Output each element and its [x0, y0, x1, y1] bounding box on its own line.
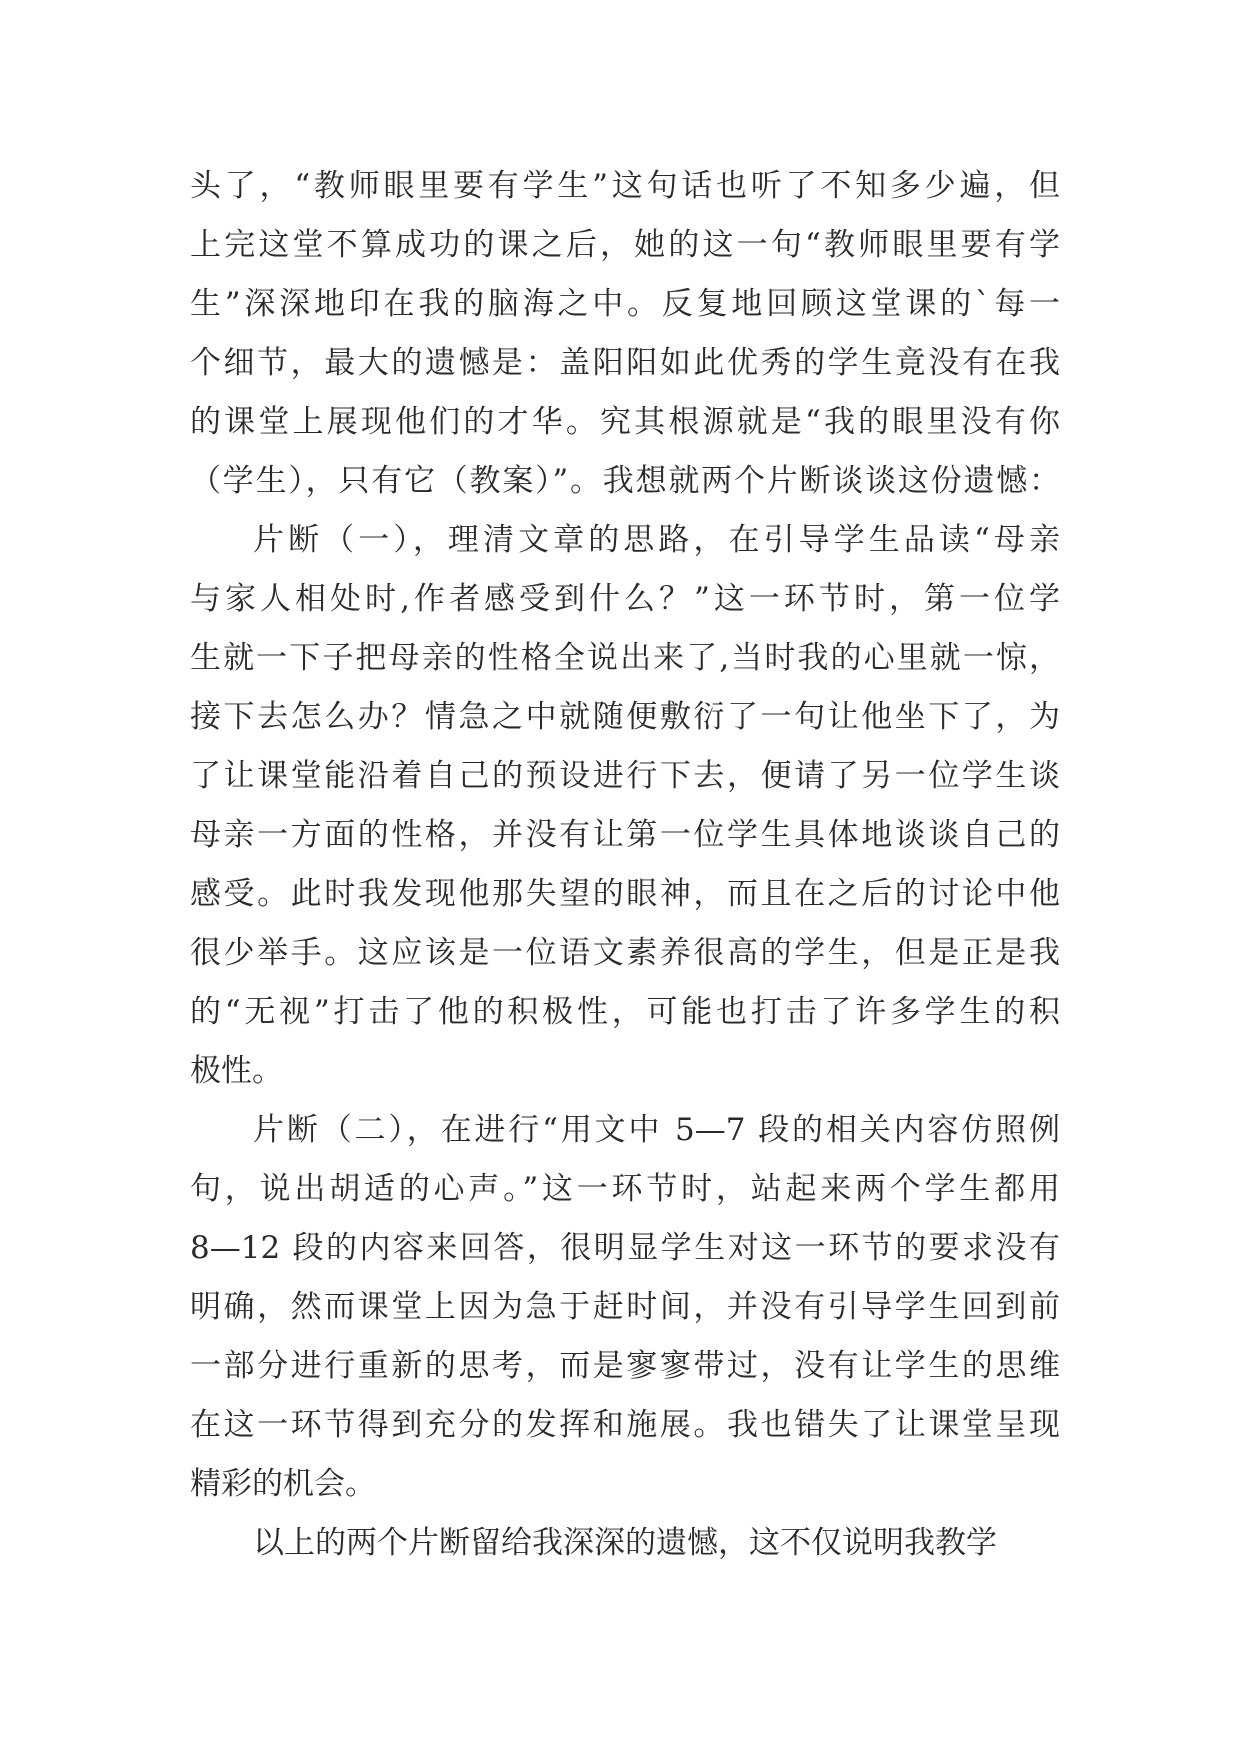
text-line: 生就一下子把母亲的性格全说出来了,当时我的心里就一惊， [190, 640, 1060, 676]
text-line: 8—12 段的内容来回答，很明显学生对这一环节的要求没有 [190, 1230, 1060, 1266]
text-line: 一部分进行重新的思考，而是寥寥带过，没有让学生的思维 [190, 1348, 1060, 1384]
text-line: （学生），只有它（教案）”。我想就两个片断谈谈这份遗憾： [190, 463, 1060, 499]
text-line: 接下去怎么办？情急之中就随便敷衍了一句让他坐下了，为 [190, 699, 1060, 735]
text-line: 了让课堂能沿着自己的预设进行下去，便请了另一位学生谈 [190, 758, 1060, 794]
text-line: 感受。此时我发现他那失望的眼神，而且在之后的讨论中他 [190, 876, 1060, 912]
text-line: 头了，“教师眼里要有学生”这句话也听了不知多少遍，但 [190, 168, 1060, 204]
text-line: 生”深深地印在我的脑海之中。反复地回顾这堂课的`每一 [190, 286, 1060, 322]
paragraph-start-line: 片断（一），理清文章的思路，在引导学生品读“母亲 [253, 522, 1060, 558]
text-line: 母亲一方面的性格，并没有让第一位学生具体地谈谈自己的 [190, 817, 1060, 853]
text-line: 极性。 [190, 1053, 283, 1089]
text-line: 句，说出胡适的心声。”这一环节时，站起来两个学生都用 [190, 1171, 1060, 1207]
text-line: 的课堂上展现他们的才华。究其根源就是“我的眼里没有你 [190, 404, 1060, 440]
text-line: 精彩的机会。 [190, 1466, 376, 1502]
text-line: 个细节，最大的遗憾是：盖阳阳如此优秀的学生竟没有在我 [190, 345, 1060, 381]
text-line: 很少举手。这应该是一位语文素养很高的学生，但是正是我 [190, 935, 1060, 971]
text-line: 明确，然而课堂上因为急于赶时间，并没有引导学生回到前 [190, 1289, 1060, 1325]
text-line: 与家人相处时,作者感受到什么？”这一环节时，第一位学 [190, 581, 1060, 617]
paragraph-start-line: 以上的两个片断留给我深深的遗憾，这不仅说明我教学 [253, 1525, 997, 1561]
text-line: 在这一环节得到充分的发挥和施展。我也错失了让课堂呈现 [190, 1407, 1060, 1443]
text-line: 的“无视”打击了他的积极性，可能也打击了许多学生的积 [190, 994, 1060, 1030]
text-line: 上完这堂不算成功的课之后，她的这一句“教师眼里要有学 [190, 227, 1060, 263]
paragraph-start-line: 片断（二），在进行“用文中 5—7 段的相关内容仿照例 [253, 1112, 1060, 1148]
